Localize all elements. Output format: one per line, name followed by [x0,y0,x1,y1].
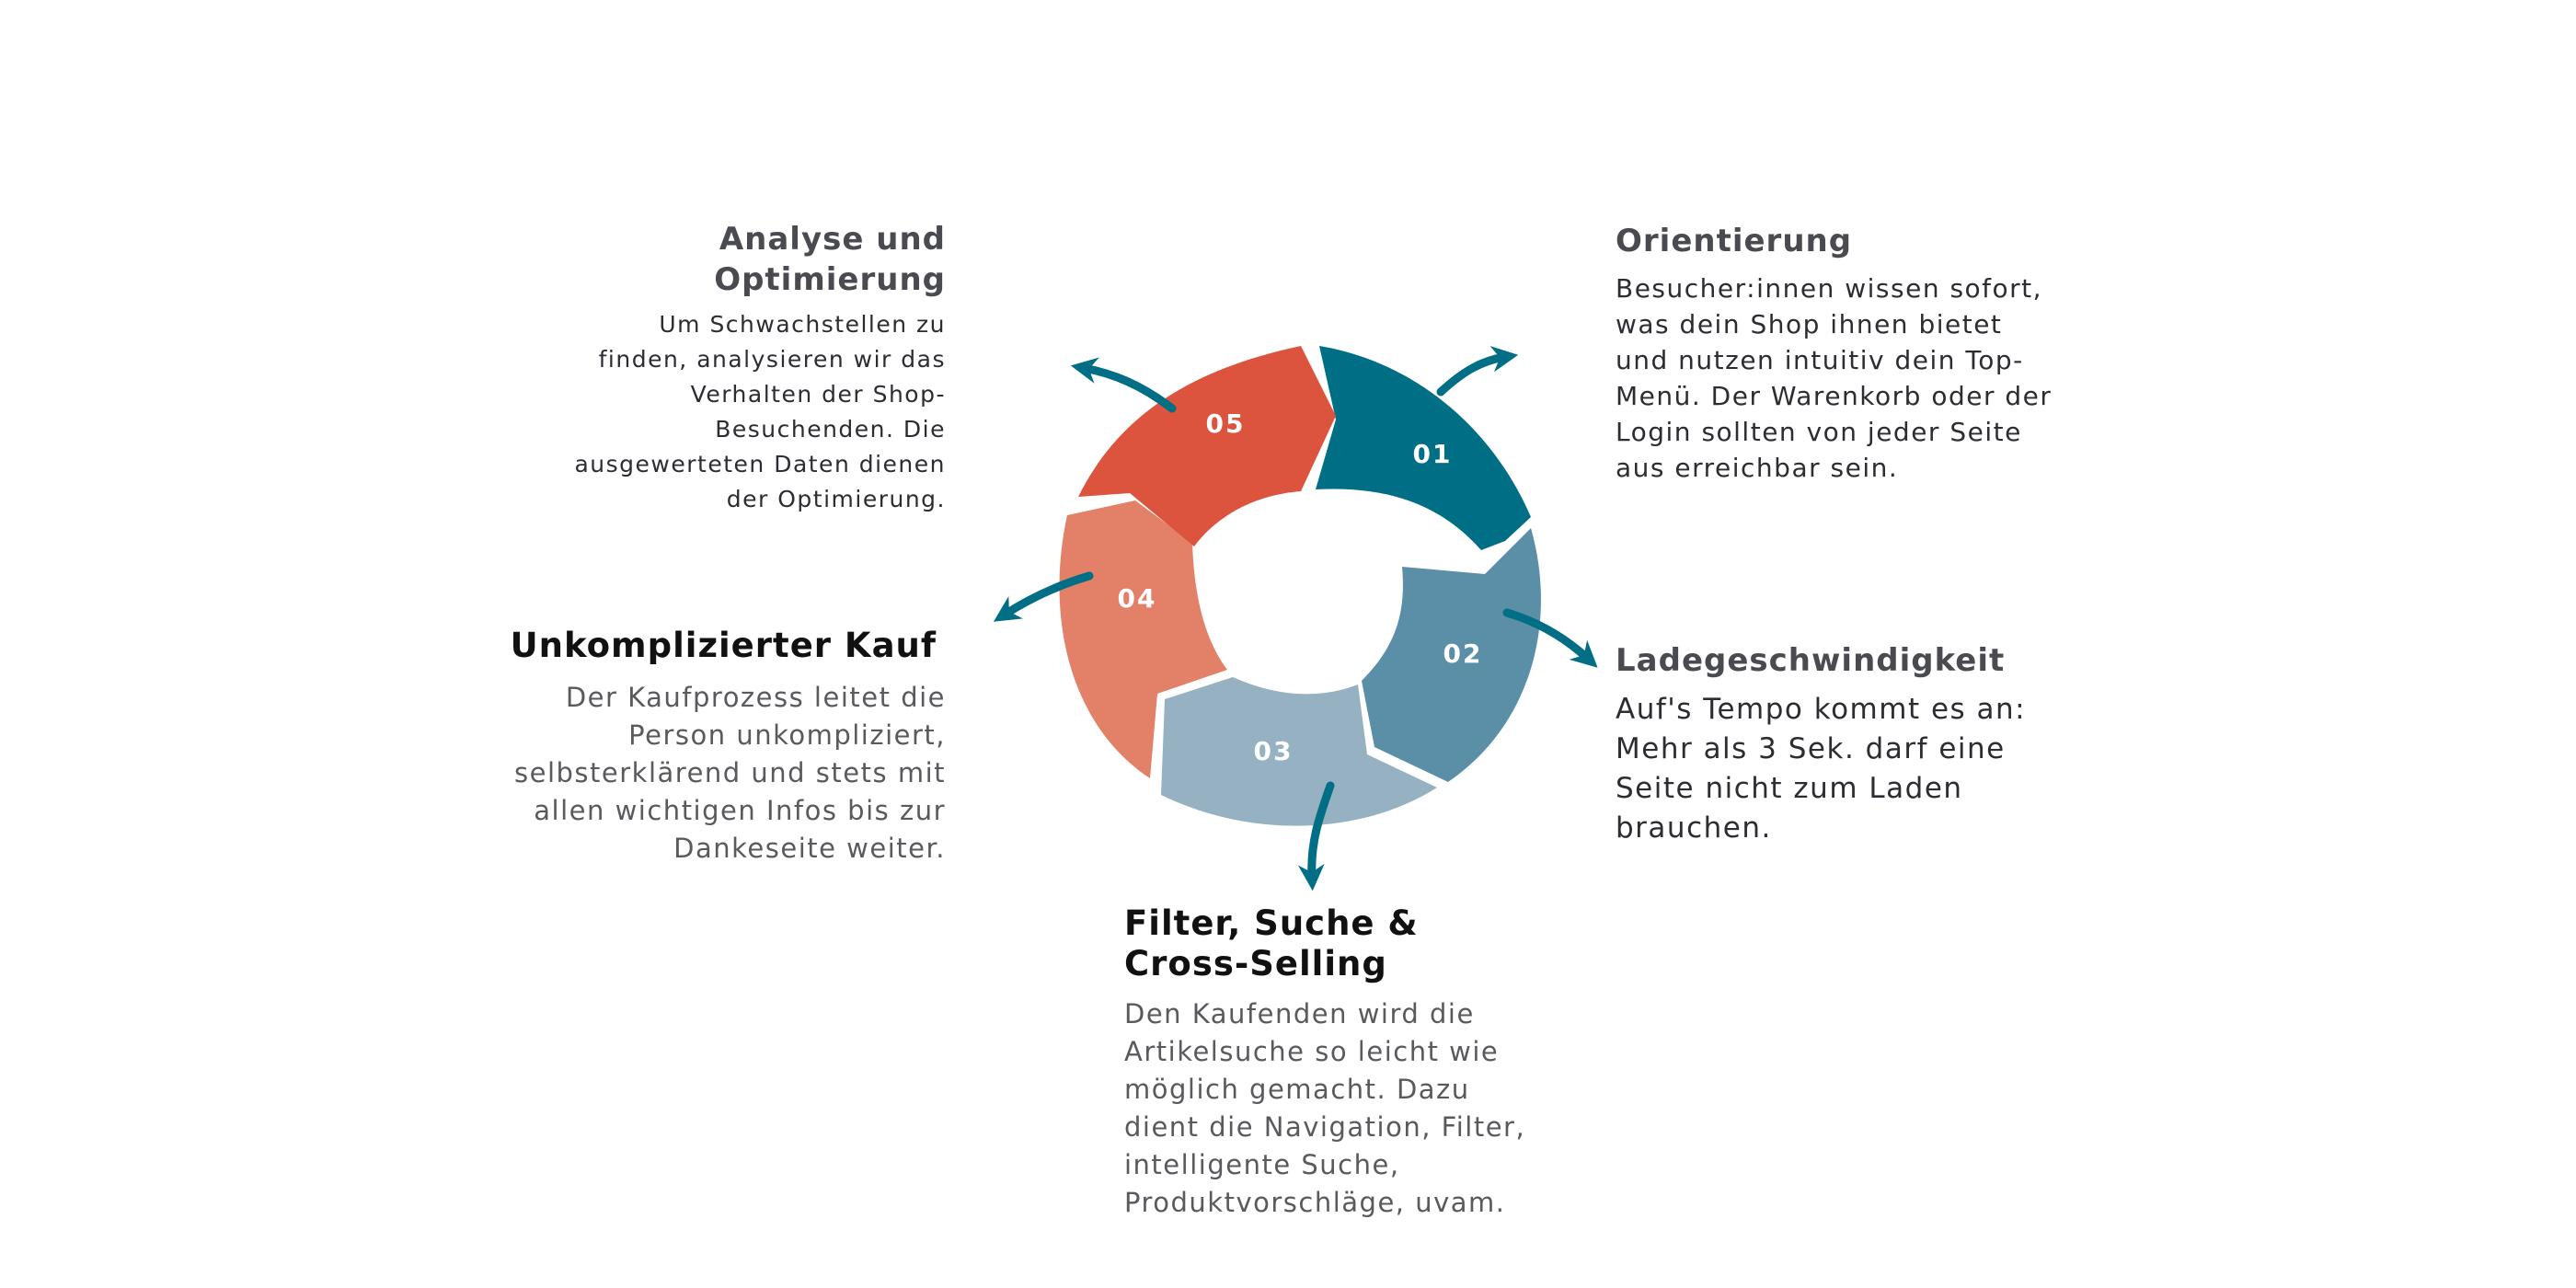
orientierung-body: Besucher:innen wissen sofort, was dein Shop ihnen bietet und nutzen intuitiv dein Top-Menü. Der Warenkorb oder der Login sollten von jeder Seite aus erreichbar sein. [1616,273,2053,483]
arrow-05 [1084,368,1172,408]
analyse-title: Analyse und Optimierung [714,221,946,298]
ladegeschwindigkeit-body: Auf's Tempo kommt es an: Mehr als 3 Sek. darf eine Seite nicht zum Laden brauchen. [1616,693,2027,845]
block-filter [1124,903,1529,1222]
block-kauf [497,624,946,868]
analyse-body: Um Schwachstellen zu finden, analysieren wir das Verhalten der Shop-Besuchenden. Die ausgewerteten Daten dienen der Optimierung. [574,311,946,512]
block-analyse [497,219,946,517]
kauf-body: Der Kaufprozess leitet die Person unkompliziert, selbsterklärend und stets mit allen wichtigen Infos bis zur Dankeseite weiter. [514,682,946,864]
ladegeschwindigkeit-title: Ladegeschwindigkeit [1616,642,2006,679]
orientierung-title: Orientierung [1616,223,1853,259]
segment-label-04: 04 [1117,583,1157,614]
kauf-title: Unkomplizierter Kauf [510,626,937,665]
segment-label-01: 01 [1412,439,1453,469]
arrow-01 [1441,357,1505,392]
segment-label-05: 05 [1205,408,1246,439]
filter-title: Filter, Suche & Cross-Selling [1124,903,1419,983]
block-ladegeschwindigkeit [1616,640,2057,848]
block-orientierung [1616,221,2057,486]
filter-body: Den Kaufenden wird die Artikelsuche so leicht wie möglich gemacht. Dazu dient die Navigation, Filter, intelligente Suche, Produktvorschläge, uvam. [1124,998,1526,1218]
segment-label-03: 03 [1253,736,1294,766]
segment-label-02: 02 [1443,638,1483,669]
